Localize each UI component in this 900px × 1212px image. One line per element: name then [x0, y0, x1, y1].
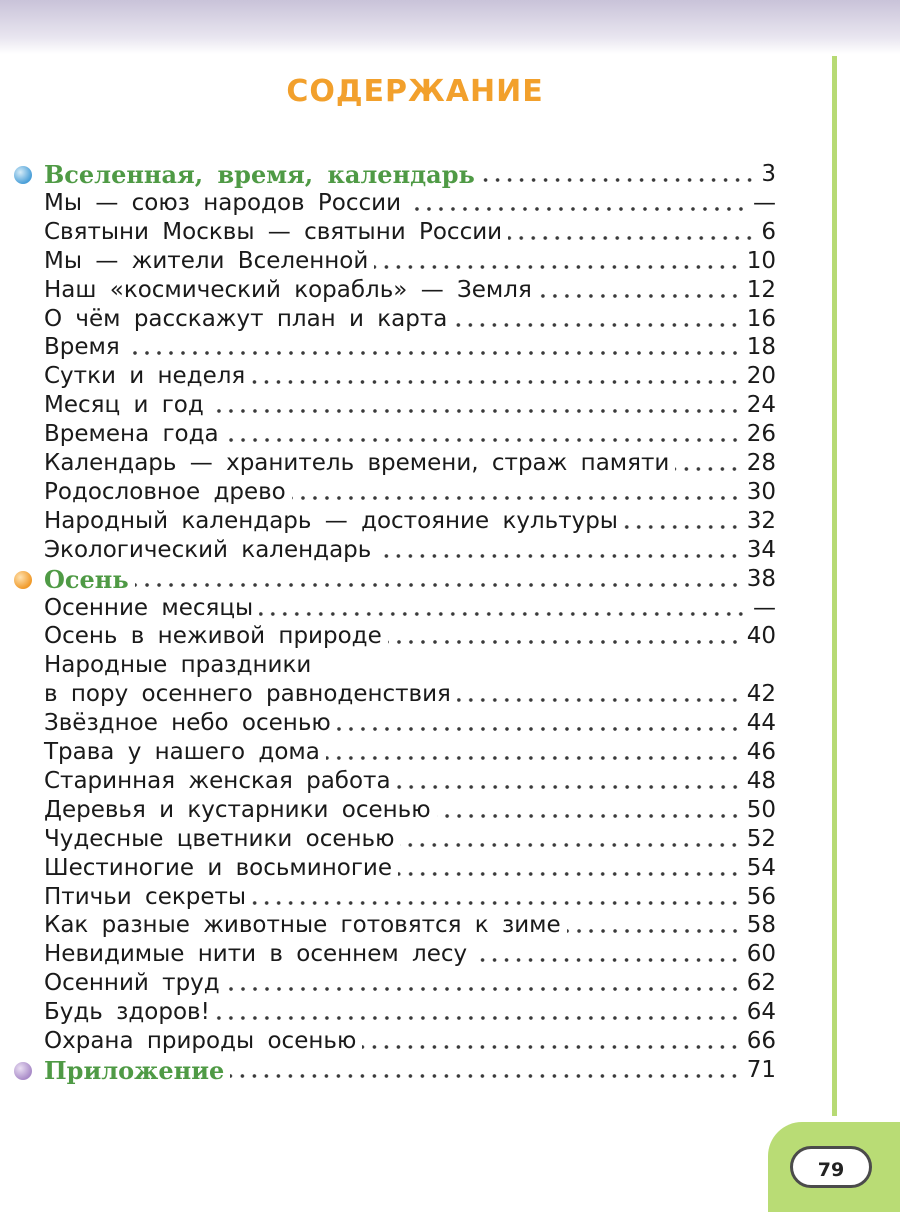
toc-row[interactable] — [44, 189, 776, 218]
toc-entry-label: Время — [44, 334, 120, 360]
toc-row[interactable] — [44, 883, 776, 912]
page-number: 79 — [790, 1146, 872, 1188]
toc-page-number: 46 — [746, 739, 776, 765]
toc-entry-label: Как разные животные готовятся к зиме — [44, 912, 561, 938]
dot-leader — [216, 1016, 741, 1020]
toc-entry-label: Осень в неживой природе — [44, 623, 382, 649]
dot-leader — [567, 929, 741, 933]
toc-page-number: 48 — [746, 768, 776, 794]
toc-section-row[interactable] — [44, 1056, 776, 1085]
dot-leader — [397, 785, 741, 789]
toc-section-row[interactable] — [44, 160, 776, 189]
toc-row[interactable] — [44, 305, 776, 334]
dot-leader — [135, 583, 741, 587]
dot-leader — [317, 669, 756, 673]
dot-leader — [362, 1045, 740, 1049]
toc-entry-label: Осенние месяцы — [44, 595, 254, 621]
toc-entry-label: Времена года — [44, 421, 219, 447]
orange-section-bullet-icon — [14, 571, 32, 589]
toc-page-number: 20 — [746, 363, 776, 389]
toc-row[interactable] — [44, 940, 776, 969]
toc-entry-label: Мы — союз народов России — [44, 190, 402, 216]
toc-row[interactable] — [44, 651, 776, 680]
toc-entry-label: Месяц и год — [44, 392, 204, 418]
toc-entry-label: Народный календарь — достояние культуры — [44, 508, 618, 534]
toc-page-number: 58 — [746, 912, 776, 938]
toc-page-number: 50 — [746, 797, 776, 823]
dot-leader — [126, 351, 741, 355]
dot-leader — [624, 525, 741, 529]
dot-leader — [210, 409, 741, 413]
toc-entry-label: Осенний труд — [44, 970, 220, 996]
dot-leader — [337, 727, 741, 731]
toc-row[interactable] — [44, 478, 776, 507]
toc-page-number: 64 — [746, 999, 776, 1025]
toc-page-number: 6 — [761, 219, 776, 245]
toc-row[interactable] — [44, 825, 776, 854]
toc-row[interactable] — [44, 1027, 776, 1056]
toc-page-number: 40 — [746, 623, 776, 649]
dot-leader — [252, 901, 741, 905]
toc-page-number: 24 — [746, 392, 776, 418]
toc-entry-label: Птичьи секреты — [44, 884, 247, 910]
toc-entry-label: Вселенная, время, календарь — [44, 160, 475, 189]
toc-page-number: 12 — [746, 277, 776, 303]
toc-entry-label: Календарь — хранитель времени, страж памяти — [44, 450, 670, 476]
toc-page-number: 18 — [746, 334, 776, 360]
toc-entry-label: Будь здоров! — [44, 999, 210, 1025]
side-accent-line — [832, 56, 837, 1116]
toc-row[interactable] — [44, 362, 776, 391]
toc-row[interactable] — [44, 998, 776, 1027]
toc-page-number: 52 — [746, 826, 776, 852]
dot-leader — [407, 207, 747, 211]
toc-entry-label: Шестиногие и восьминогие — [44, 855, 393, 881]
toc-page-number: 34 — [746, 537, 776, 563]
toc-row[interactable] — [44, 622, 776, 651]
toc-row[interactable] — [44, 854, 776, 883]
toc-page-number: 54 — [746, 855, 776, 881]
toc-row[interactable] — [44, 420, 776, 449]
dot-leader — [675, 467, 740, 471]
toc-page-number: 10 — [746, 248, 776, 274]
dot-leader — [251, 380, 740, 384]
toc-page-number: 32 — [746, 508, 776, 534]
toc-entry-label: Осень — [44, 565, 129, 594]
dot-leader — [473, 958, 741, 962]
dot-leader — [437, 814, 741, 818]
toc-page-number: 66 — [746, 1028, 776, 1054]
dot-leader — [292, 496, 741, 500]
dot-leader — [259, 612, 747, 616]
toc-page-number: 16 — [746, 306, 776, 332]
toc-entry-label: Приложение — [44, 1056, 225, 1085]
dot-leader — [457, 698, 741, 702]
toc-entry-label: Экологический календарь — [44, 537, 372, 563]
toc-entry-label: Народные праздники — [44, 652, 312, 678]
toc-entry-label: Мы — жители Вселенной — [44, 248, 369, 274]
toc-page-number: 62 — [746, 970, 776, 996]
toc-entry-label: Охрана природы осенью — [44, 1028, 357, 1054]
toc-entry-label: Старинная женская работа — [44, 768, 391, 794]
dot-leader — [388, 640, 741, 644]
toc-entry-label: Святыни Москвы — святыни России — [44, 219, 503, 245]
toc-page-number: 42 — [746, 681, 776, 707]
toc-row[interactable] — [44, 247, 776, 276]
toc-page-number: 26 — [746, 421, 776, 447]
violet-section-bullet-icon — [14, 1062, 32, 1080]
dot-leader — [225, 438, 741, 442]
toc-row[interactable] — [44, 276, 776, 305]
toc-entry-label: О чём расскажут план и карта — [44, 306, 448, 332]
top-band — [0, 0, 900, 54]
toc-entry-label: Сутки и неделя — [44, 363, 246, 389]
toc-page-number: 60 — [746, 941, 776, 967]
toc-row[interactable] — [44, 449, 776, 478]
toc-page-number: 38 — [746, 566, 776, 592]
toc-row[interactable] — [44, 796, 776, 825]
toc-row[interactable] — [44, 969, 776, 998]
dot-leader — [230, 1074, 740, 1078]
toc-entry-label: Невидимые нити в осеннем лесу — [44, 941, 468, 967]
toc-entry-label: Наш «космический корабль» — Земля — [44, 277, 532, 303]
toc-page-number: 28 — [746, 450, 776, 476]
toc-entry-label: Звёздное небо осенью — [44, 710, 331, 736]
toc-row[interactable] — [44, 507, 776, 536]
dot-leader — [400, 843, 740, 847]
toc-row[interactable] — [44, 911, 776, 940]
toc-page-number: 56 — [746, 884, 776, 910]
dot-leader — [538, 294, 741, 298]
toc-entry-label: Деревья и кустарники осенью — [44, 797, 431, 823]
toc-row[interactable] — [44, 536, 776, 565]
dot-leader — [326, 756, 741, 760]
toc-section-row[interactable] — [44, 565, 776, 594]
dot-leader — [377, 554, 740, 558]
toc-row[interactable] — [44, 218, 776, 247]
toc-row[interactable] — [44, 709, 776, 738]
toc-row[interactable] — [44, 594, 776, 623]
toc-row[interactable] — [44, 333, 776, 362]
dot-leader — [374, 265, 740, 269]
toc-page-number: — — [753, 595, 776, 621]
toc-row[interactable] — [44, 738, 776, 767]
dot-leader — [481, 178, 756, 182]
toc-row[interactable] — [44, 767, 776, 796]
blue-section-bullet-icon — [14, 166, 32, 184]
dot-leader — [453, 323, 740, 327]
toc-row[interactable] — [44, 391, 776, 420]
toc-page-number: 71 — [746, 1057, 776, 1083]
toc-entry-label: в пору осеннего равноденствия — [44, 681, 451, 707]
page-title: СОДЕРЖАНИЕ — [286, 74, 544, 109]
toc-entry-label: Чудесные цветники осенью — [44, 826, 395, 852]
toc-entry-label: Родословное древо — [44, 479, 286, 505]
toc-page-number: — — [753, 190, 776, 216]
toc-entry-label: Трава у нашего дома — [44, 739, 320, 765]
dot-leader — [398, 872, 741, 876]
toc-page-number: 30 — [746, 479, 776, 505]
toc-page-number: 3 — [761, 161, 776, 187]
dot-leader — [508, 236, 755, 240]
toc-row[interactable] — [44, 680, 776, 709]
dot-leader — [226, 987, 741, 991]
toc-page-number: 44 — [746, 710, 776, 736]
